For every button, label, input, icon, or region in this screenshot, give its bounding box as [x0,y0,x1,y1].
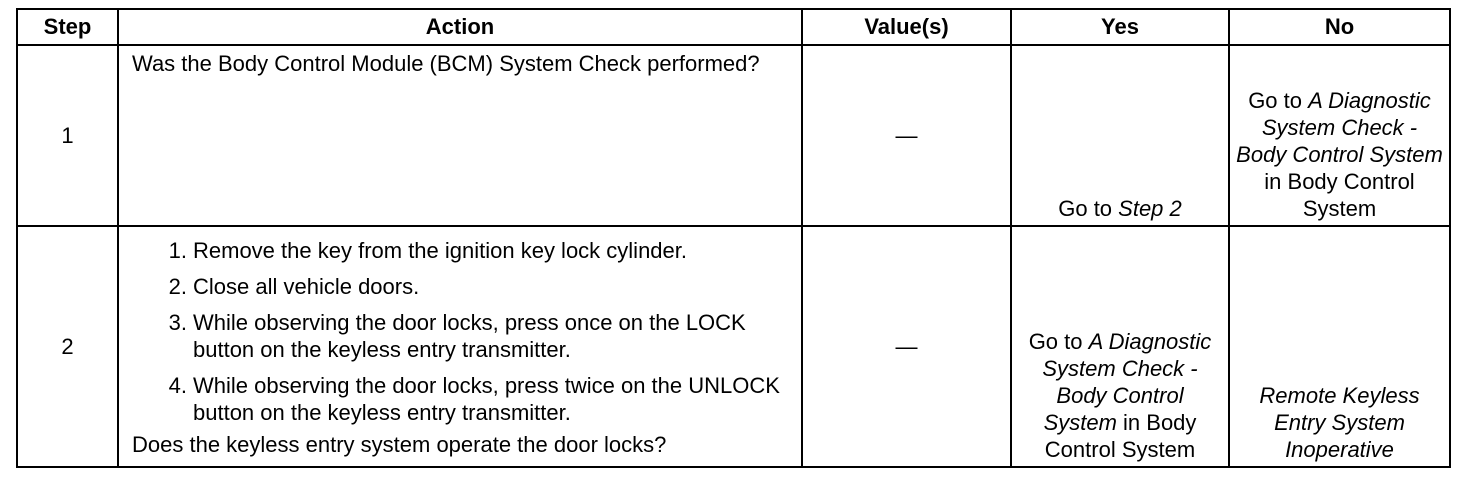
action-cell [118,226,802,467]
list-item-text: Close all vehicle doors. [193,274,420,299]
list-item-number: 1. [168,238,187,263]
value-cell: — [802,226,1011,467]
list-item-number: 2. [168,274,187,299]
header-no: No [1229,9,1450,45]
yes-cell [1011,45,1229,226]
no-prefix: Go to [1248,88,1309,113]
yes-link[interactable]: Step 2 [1118,196,1182,221]
table-row-step-1 [17,45,1450,226]
list-item [132,273,793,300]
no-cell [1229,45,1450,226]
yes-prefix: Go to [1058,196,1119,221]
table-row-step-2 [17,226,1450,467]
list-item-number: 3. [168,310,187,335]
no-suffix: in Body Control System [1264,169,1415,221]
value-cell: — [802,45,1011,226]
list-item-number: 4. [168,373,187,398]
header-row [17,9,1450,45]
step-number: 2 [17,226,118,467]
action-step-list [132,231,793,426]
no-link[interactable]: A Diagnostic System Check - Body Control System [1236,88,1443,167]
list-item [132,372,793,426]
diagnostic-table [16,8,1451,468]
header-step: Step [17,9,118,45]
list-item [132,309,793,363]
yes-cell [1011,226,1229,467]
list-item-text: While observing the door locks, press twice on the UNLOCK button on the keyless entry transmitter. [193,373,780,425]
action-question: Was the Body Control Module (BCM) System Check performed? [132,51,760,76]
list-item [132,237,793,264]
header-action: Action [118,9,802,45]
action-cell [118,45,802,226]
yes-suffix: in Body Control System [1044,410,1197,462]
step-number: 1 [17,45,118,226]
yes-link[interactable]: A Diagnostic System Check - Body Control System [1042,329,1212,435]
no-link[interactable]: Remote Keyless Entry System Inoperative [1259,383,1420,462]
list-item-text: Remove the key from the ignition key lock cylinder. [193,238,688,263]
header-yes: Yes [1011,9,1229,45]
header-values: Value(s) [802,9,1011,45]
no-cell [1229,226,1450,467]
yes-prefix: Go to [1028,329,1089,354]
list-item-text: While observing the door locks, press once on the LOCK button on the keyless entry transmitter. [193,310,746,362]
action-question: Does the keyless entry system operate the door locks? [132,432,667,457]
